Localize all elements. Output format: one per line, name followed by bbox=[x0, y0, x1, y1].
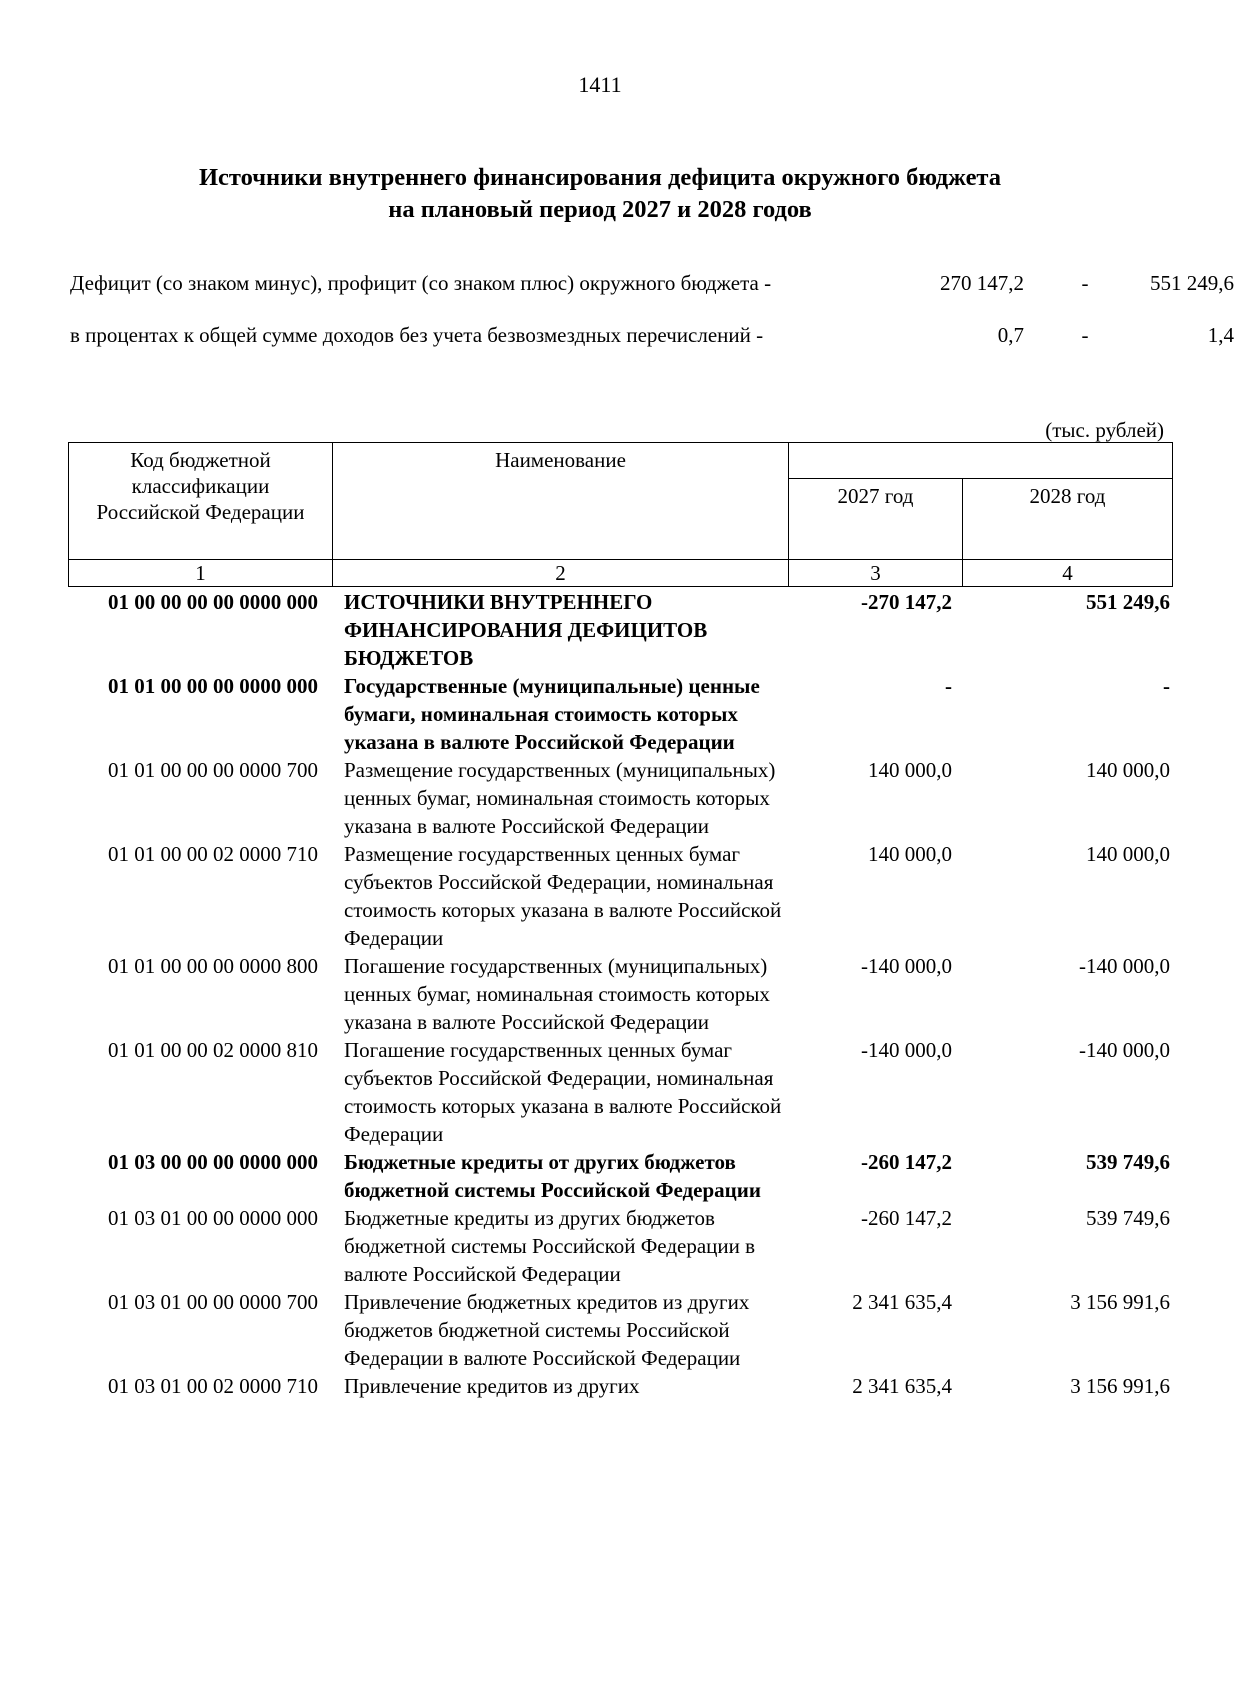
summary-percent-dash: - bbox=[1081, 323, 1089, 347]
row-value-2027: 2 341 635,4 bbox=[852, 1374, 952, 1398]
row-value-2028: 539 749,6 bbox=[1086, 1150, 1170, 1174]
units-label: (тыс. рублей) bbox=[1045, 418, 1164, 442]
table-row bbox=[68, 756, 1172, 840]
header-2027: 2027 год bbox=[789, 479, 963, 560]
row-code: 01 01 00 00 00 0000 000 bbox=[108, 674, 318, 698]
row-value-2028: 551 249,6 bbox=[1086, 590, 1170, 614]
row-code: 01 01 00 00 02 0000 810 bbox=[108, 1038, 318, 1062]
row-value-2027: -140 000,0 bbox=[861, 954, 952, 978]
table-row bbox=[68, 952, 1172, 1036]
row-code: 01 03 01 00 02 0000 710 bbox=[108, 1374, 318, 1398]
row-value-2028: -140 000,0 bbox=[1079, 1038, 1170, 1062]
row-name: Бюджетные кредиты от других бюджетов бюджетной системы Российской Федерации bbox=[344, 1150, 761, 1202]
table-row bbox=[68, 1204, 1172, 1288]
row-name: Размещение государственных ценных бумаг субъектов Российской Федерации, номинальная стоимость которых указана в валюте Российской Федерации bbox=[344, 842, 782, 950]
row-value-2028: 3 156 991,6 bbox=[1070, 1290, 1170, 1314]
row-name: ИСТОЧНИКИ ВНУТРЕННЕГО ФИНАНСИРОВАНИЯ ДЕФИЦИТОВ БЮДЖЕТОВ bbox=[344, 590, 708, 670]
title-line-2: на плановый период 2027 и 2028 годов bbox=[388, 196, 812, 223]
row-code: 01 01 00 00 02 0000 710 bbox=[108, 842, 318, 866]
row-code: 01 01 00 00 00 0000 700 bbox=[108, 758, 318, 782]
row-name: Погашение государственных (муниципальных) ценных бумаг, номинальная стоимость которых указана в валюте Российской Федерации bbox=[344, 954, 770, 1034]
summary-deficit-label: Дефицит (со знаком минус), профицит (со знаком плюс) окружного бюджета - bbox=[70, 271, 772, 295]
row-value-2027: -140 000,0 bbox=[861, 1038, 952, 1062]
row-name: Бюджетные кредиты из других бюджетов бюджетной системы Российской Федерации в валюте Российской Федерации bbox=[344, 1206, 756, 1286]
table-row bbox=[68, 1372, 1172, 1400]
row-name: Погашение государственных ценных бумаг субъектов Российской Федерации, номинальная стоимость которых указана в валюте Российской Федерации bbox=[344, 1038, 782, 1146]
row-value-2027: 2 341 635,4 bbox=[852, 1290, 952, 1314]
column-number-2: 2 bbox=[333, 559, 789, 586]
row-value-2027: -260 147,2 bbox=[861, 1150, 952, 1174]
row-value-2027: - bbox=[945, 674, 952, 698]
header-name: Наименование bbox=[333, 443, 789, 560]
row-value-2027: -260 147,2 bbox=[861, 1206, 952, 1230]
row-value-2027: 140 000,0 bbox=[868, 842, 952, 866]
row-value-2028: -140 000,0 bbox=[1079, 954, 1170, 978]
row-name: Привлечение кредитов из других bbox=[344, 1374, 640, 1398]
table-row bbox=[68, 588, 1172, 672]
table-row bbox=[68, 672, 1172, 756]
table-row bbox=[68, 1036, 1172, 1148]
summary-percent-2028: 1,4 bbox=[1207, 323, 1234, 347]
summary-deficit-2027: 270 147,2 bbox=[940, 271, 1024, 295]
header-years-group bbox=[789, 443, 1173, 479]
row-code: 01 03 00 00 00 0000 000 bbox=[108, 1150, 318, 1174]
row-code: 01 03 01 00 00 0000 000 bbox=[108, 1206, 318, 1230]
table-header bbox=[68, 442, 1173, 587]
header-2028: 2028 год bbox=[963, 479, 1173, 560]
row-value-2028: 539 749,6 bbox=[1086, 1206, 1170, 1230]
column-number-4: 4 bbox=[963, 559, 1173, 586]
row-value-2028: 3 156 991,6 bbox=[1070, 1374, 1170, 1398]
summary-deficit-2028: 551 249,6 bbox=[1150, 271, 1234, 295]
row-code: 01 03 01 00 00 0000 700 bbox=[108, 1290, 318, 1314]
row-name: Привлечение бюджетных кредитов из других бюджетов бюджетной системы Российской Федерации в валюте Российской Федерации bbox=[344, 1290, 750, 1370]
row-value-2027: -270 147,2 bbox=[861, 590, 952, 614]
financing-table bbox=[68, 588, 1172, 1400]
page-number: 1411 bbox=[578, 72, 622, 97]
table-row bbox=[68, 1288, 1172, 1372]
row-name: Государственные (муниципальные) ценные бумаги, номинальная стоимость которых указана в валюте Российской Федерации bbox=[344, 674, 760, 754]
summary-percent-2027: 0,7 bbox=[997, 323, 1024, 347]
table-row bbox=[68, 1148, 1172, 1204]
title-line-1: Источники внутреннего финансирования дефицита окружного бюджета bbox=[198, 164, 1002, 191]
row-name: Размещение государственных (муниципальных) ценных бумаг, номинальная стоимость которых указана в валюте Российской Федерации bbox=[344, 758, 776, 838]
row-value-2028: 140 000,0 bbox=[1086, 758, 1170, 782]
column-number-1: 1 bbox=[69, 559, 333, 586]
row-value-2028: - bbox=[1163, 674, 1170, 698]
row-code: 01 00 00 00 00 0000 000 bbox=[108, 590, 318, 614]
document-title bbox=[0, 162, 1200, 226]
summary-deficit-dash: - bbox=[1081, 271, 1089, 295]
row-code: 01 01 00 00 00 0000 800 bbox=[108, 954, 318, 978]
row-value-2027: 140 000,0 bbox=[868, 758, 952, 782]
row-value-2028: 140 000,0 bbox=[1086, 842, 1170, 866]
column-number-3: 3 bbox=[789, 559, 963, 586]
summary-percent-label: в процентах к общей сумме доходов без учета безвозмездных перечислений - bbox=[70, 323, 764, 347]
table-row bbox=[68, 840, 1172, 952]
header-code: Код бюджетной классификации Российской Федерации bbox=[69, 443, 333, 560]
